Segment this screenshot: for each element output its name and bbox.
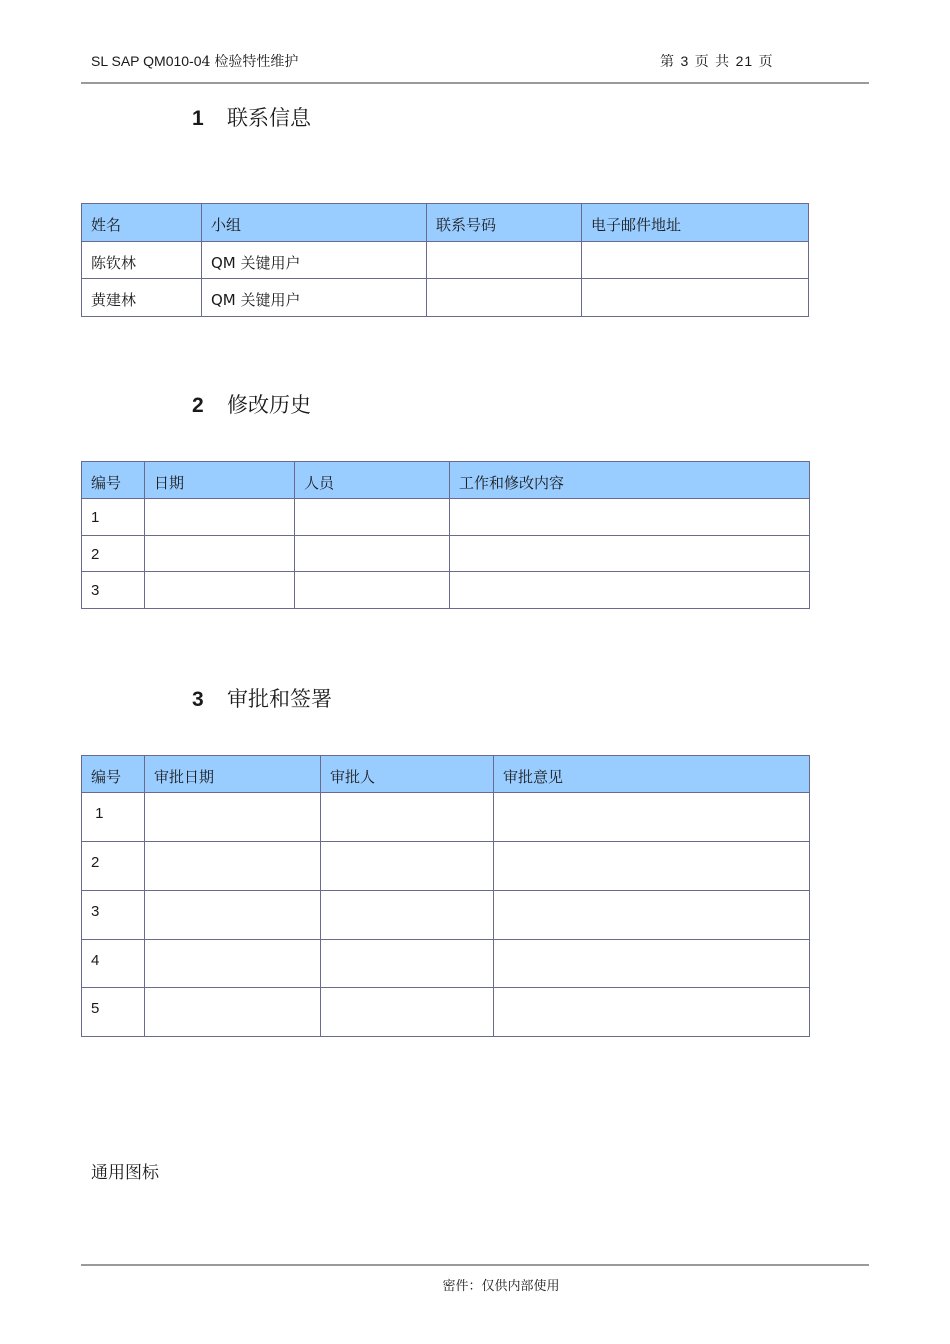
confidentiality-footer: 密件：仅供内部使用 <box>442 1279 560 1294</box>
table-cell: 3 <box>82 891 145 940</box>
table-cell <box>494 793 810 842</box>
table-row <box>82 891 810 940</box>
table-row <box>82 536 810 572</box>
table-cell <box>145 988 321 1037</box>
column-header: 联系号码 <box>427 204 582 242</box>
column-header: 编号 <box>82 462 145 499</box>
table-row <box>82 499 810 536</box>
page-current: 3 <box>680 53 690 69</box>
section-title: 联系信息 <box>227 106 311 130</box>
table-header-row <box>82 204 809 242</box>
table-cell <box>295 572 450 609</box>
table-cell <box>145 499 295 536</box>
table-row <box>82 279 809 317</box>
column-header: 审批日期 <box>145 756 321 793</box>
table-row <box>82 842 810 891</box>
table-cell <box>145 793 321 842</box>
column-header: 姓名 <box>82 204 202 242</box>
table-cell <box>145 940 321 988</box>
column-header: 审批意见 <box>494 756 810 793</box>
doc-id-tail: 4 <box>201 54 211 70</box>
approval-table <box>81 755 810 1037</box>
table-cell <box>450 499 810 536</box>
table-cell <box>494 940 810 988</box>
table-cell <box>582 242 809 279</box>
contacts-table <box>81 203 809 317</box>
table-cell: 陈钦林 <box>82 242 202 279</box>
footer-divider <box>81 1264 869 1266</box>
column-header: 小组 <box>202 204 427 242</box>
table-cell <box>321 891 494 940</box>
table-cell <box>295 499 450 536</box>
table-header-row <box>82 756 810 793</box>
page-total: 21 <box>735 53 754 69</box>
table-cell <box>295 536 450 572</box>
section-title: 修改历史 <box>227 393 311 417</box>
page-prefix: 第 <box>660 54 675 70</box>
table-cell: 2 <box>82 536 145 572</box>
table-cell <box>450 536 810 572</box>
section-heading-history <box>192 389 311 419</box>
doc-id: SL SAP QM010-0 <box>91 53 202 69</box>
column-header: 日期 <box>145 462 295 499</box>
table-cell <box>321 842 494 891</box>
table-row <box>82 988 810 1037</box>
section-title: 审批和签署 <box>227 687 332 711</box>
general-icon-label: 通用图标 <box>91 1163 159 1183</box>
table-row <box>82 940 810 988</box>
table-row <box>82 793 810 842</box>
table-cell <box>494 891 810 940</box>
document-header-title <box>91 51 298 71</box>
table-cell <box>427 242 582 279</box>
table-cell <box>145 572 295 609</box>
column-header: 电子邮件地址 <box>582 204 809 242</box>
table-cell: 4 <box>82 940 145 988</box>
table-cell: 黄建林 <box>82 279 202 317</box>
page-mid: 页 共 <box>694 54 731 70</box>
table-cell: 1 <box>82 499 145 536</box>
table-row <box>82 572 810 609</box>
table-cell <box>450 572 810 609</box>
revision-history-table <box>81 461 810 609</box>
table-cell <box>145 536 295 572</box>
table-cell: 3 <box>82 572 145 609</box>
section-number: 3 <box>192 688 204 711</box>
page-indicator <box>660 51 774 71</box>
table-cell: 1 <box>82 793 145 842</box>
column-header: 人员 <box>295 462 450 499</box>
doc-title: 检验特性维护 <box>214 53 299 69</box>
page-suffix: 页 <box>758 54 774 70</box>
section-heading-approval <box>192 683 332 713</box>
table-cell <box>145 891 321 940</box>
table-cell <box>494 988 810 1037</box>
section-number: 2 <box>192 394 204 417</box>
header-divider <box>81 82 869 84</box>
table-cell <box>427 279 582 317</box>
table-cell <box>321 940 494 988</box>
table-cell <box>494 842 810 891</box>
section-number: 1 <box>192 107 204 130</box>
table-header-row <box>82 462 810 499</box>
column-header: 审批人 <box>321 756 494 793</box>
table-row <box>82 242 809 279</box>
table-cell <box>145 842 321 891</box>
table-cell: QM 关键用户 <box>202 279 427 317</box>
column-header: 编号 <box>82 756 145 793</box>
column-header: 工作和修改内容 <box>450 462 810 499</box>
section-heading-contacts <box>192 102 311 132</box>
table-cell <box>582 279 809 317</box>
table-cell: 2 <box>82 842 145 891</box>
table-cell <box>321 793 494 842</box>
table-cell <box>321 988 494 1037</box>
table-cell: 5 <box>82 988 145 1037</box>
table-cell: QM 关键用户 <box>202 242 427 279</box>
